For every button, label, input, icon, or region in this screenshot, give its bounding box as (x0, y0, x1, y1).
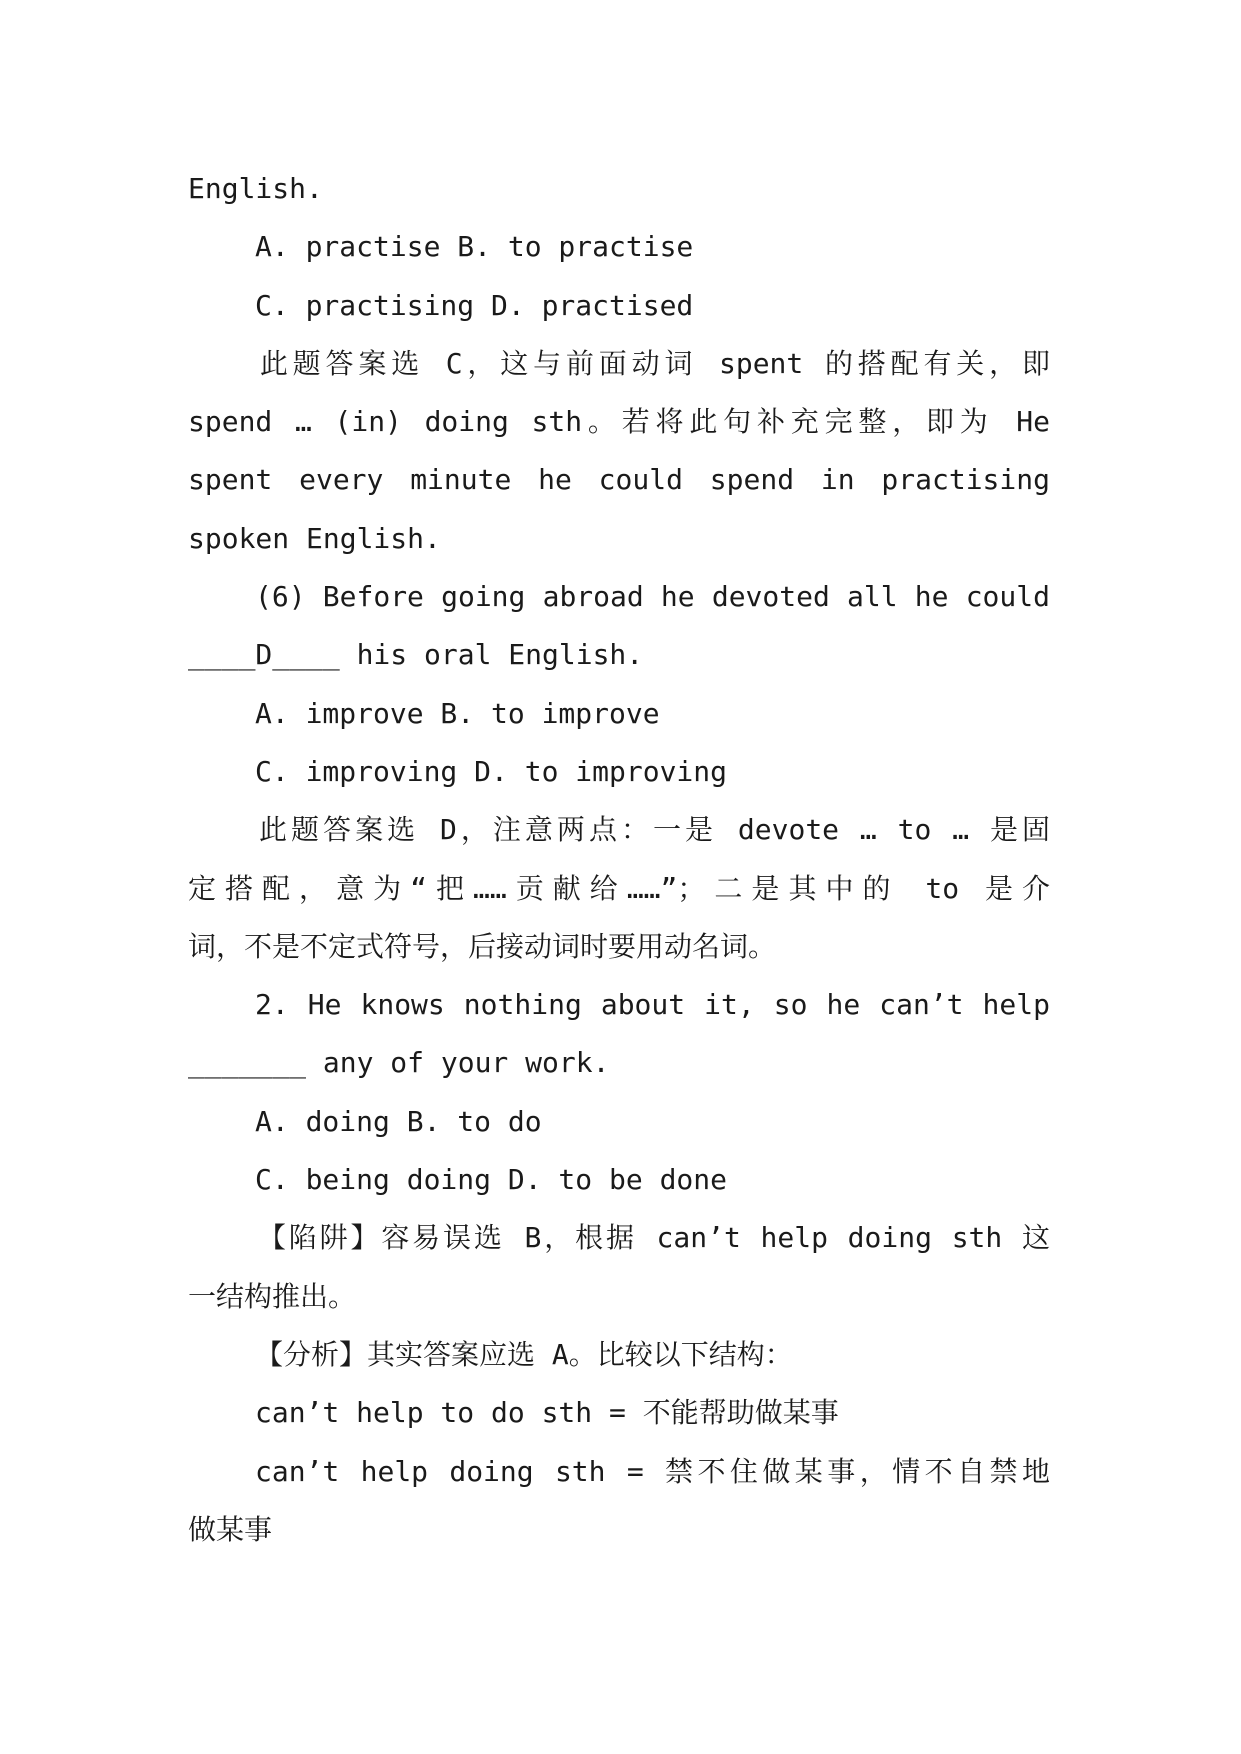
question-line (188, 976, 1050, 1034)
text-line: 词，不是不定式符号，后接动词时要用动名词。 (188, 929, 777, 963)
text-line (188, 335, 1050, 393)
answer-blank-line: ____D____ his oral English. (188, 638, 644, 672)
option-line: C. being doing D. to be done (255, 1163, 728, 1197)
text-line: English. (188, 172, 323, 205)
text-line: 一结构推出。 (188, 1279, 357, 1313)
body-text (188, 160, 1050, 1559)
text-line (188, 1443, 1050, 1501)
text-line-content: (6) Before going abroad he devoted all he could (255, 580, 1050, 614)
question-line (188, 568, 1050, 626)
text-line-content: 2. He knows nothing about it, so he can’t help (255, 988, 1050, 1022)
text-line: can’t help to do sth = 不能帮助做某事 (255, 1396, 839, 1430)
option-line: A. doing B. to do (255, 1104, 542, 1138)
text-line-content: 此题答案选 C，这与前面动词 spent 的搭配有关，即 (255, 346, 1050, 380)
text-line-content: 此题答案选 D，注意两点：一是 devote … to … 是固 (255, 813, 1050, 847)
option-line: A. practise B. to practise (255, 230, 694, 264)
answer-blank-line: _______ any of your work. (188, 1046, 610, 1080)
text-line: 做某事 (188, 1512, 273, 1546)
text-line: spoken English. (188, 521, 441, 555)
option-line: C. practising D. practised (255, 288, 694, 322)
text-line (188, 1209, 1050, 1267)
text-line: 定搭配，意为“把……贡献给……”；二是其中的 to 是介 (188, 871, 1050, 905)
option-line: A. improve B. to improve (255, 696, 660, 730)
text-line: spent every minute he could spend in practising (188, 463, 1050, 497)
text-line-content: 【陷阱】容易误选 B，根据 can’t help doing sth 这 (255, 1221, 1050, 1255)
text-line (188, 801, 1050, 859)
text-line: spend … (in) doing sth。若将此句补充完整，即为 He (188, 405, 1050, 439)
text-line-content: can’t help doing sth = 禁不住做某事，情不自禁地 (255, 1454, 1050, 1488)
option-line: C. improving D. to improving (255, 754, 728, 788)
text-line: 【分析】其实答案应选 A。比较以下结构： (255, 1337, 793, 1371)
